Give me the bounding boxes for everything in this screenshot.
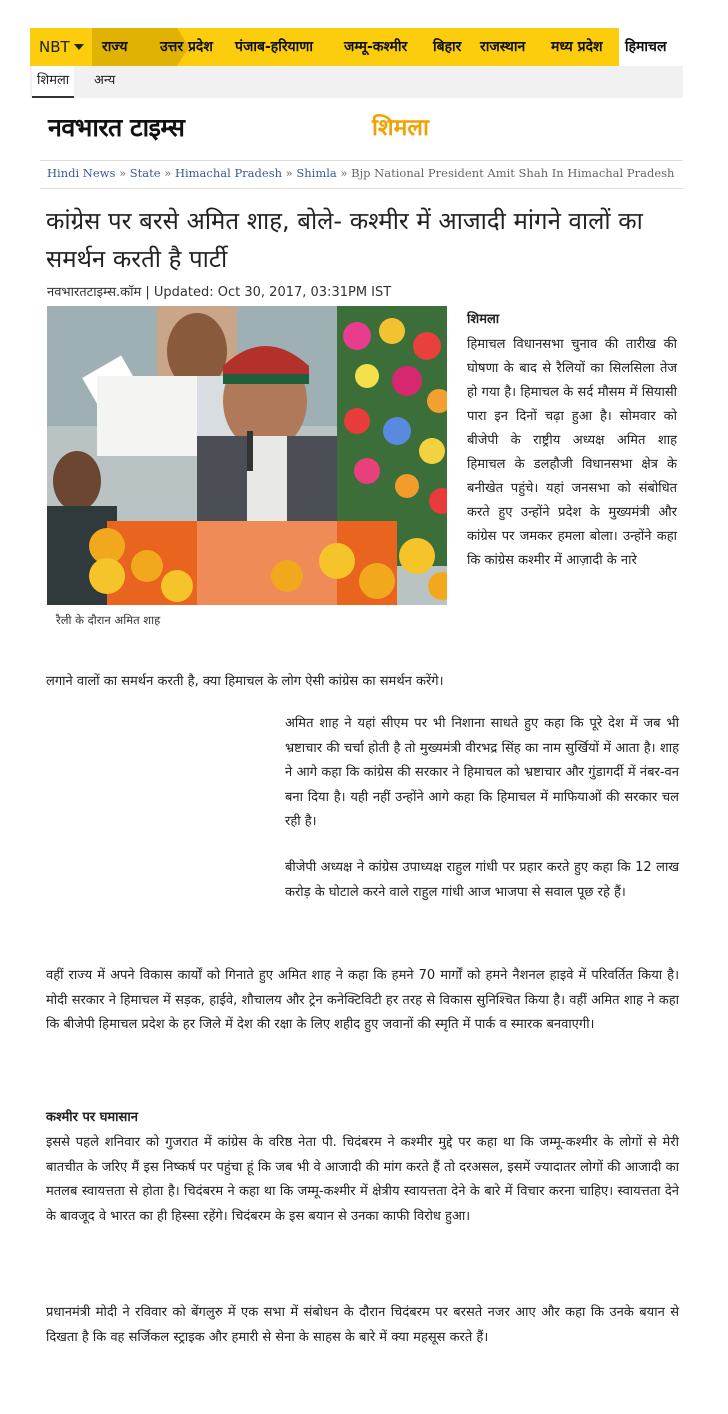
nav-item-punjab-haryana[interactable]: पंजाब-हरियाणा (235, 39, 314, 55)
article-headline: कांग्रेस पर बरसे अमित शाह, बोले- कश्मीर में आजादी मांगने वालों का समर्थन करती है पार्टी (46, 207, 643, 273)
nav-item-madhya-pradesh[interactable]: मध्य प्रदेश (551, 39, 603, 55)
byline: नवभारतटाइम्स.कॉम | Updated: Oct 30, 2017, 03:31PM IST (47, 285, 392, 300)
top-nav (30, 28, 683, 66)
nav-item-bihar[interactable]: बिहार (433, 39, 462, 55)
divider (40, 188, 683, 189)
breadcrumb-current: Bjp National President Amit Shah In Himachal Pradesh (351, 166, 675, 180)
nav-item-uttar-pradesh[interactable]: उत्तर प्रदेश (160, 39, 213, 55)
site-logo[interactable]: नवभारत टाइम्स (48, 113, 185, 142)
rally-photo-graphic (47, 306, 447, 605)
nbt-label: NBT (39, 38, 70, 56)
section-title[interactable]: शिमला (372, 115, 429, 141)
article-photo[interactable] (47, 306, 447, 605)
intro-paragraph: हिमाचल विधानसभा चुनाव की तारीख की घोषणा के बाद से रैलियों का सिलसिला तेज हो गया है। हिमाचल के सर्द मौसम में सियासी पारा इन दिनों चढ़ा हुआ है। सोमवार को बीजेपी के राष्ट्रीय अध्यक्ष अमित शाह हिमाचल के डलहौजी विधानसभा क्षेत्र के बनीखेत पहुंचे। यहां जनसभा को संबोधित करते हुए उन्होंने प्रदेश के मुख्यमंत्री और कांग्रेस पर जमकर हमला बोला। उन्होंने कहा कि कांग्रेस कश्मीर में आज़ादी के नारे (467, 337, 677, 568)
sub-nav-other[interactable]: अन्य (94, 73, 116, 88)
dateline: शिमला (467, 312, 500, 327)
sub-nav (30, 66, 683, 98)
rajya-tab[interactable]: राज्य (92, 28, 177, 66)
nav-item-rajasthan[interactable]: राजस्थान (480, 39, 526, 55)
nav-item-jammu-kashmir[interactable]: जम्मू-कश्मीर (344, 39, 408, 55)
updated-time: Updated: Oct 30, 2017, 03:31PM IST (153, 285, 392, 300)
article-subheading: कश्मीर पर घमासान (46, 1110, 138, 1125)
article-paragraph: वहीं राज्य में अपने विकास कार्यों को गिनाते हुए अमित शाह ने कहा कि हमने 70 मार्गों को हमने नैशनल हाइवे में परिवर्तित किया है। मोदी सरकार ने हिमाचल में सड़क, हाईवे, शौचालय और ट्रेन कनेक्टिविटी हर तरह से विकास सुनिश्चित किया है। वहीं अमित शाह ने कहा कि बीजेपी हिमाचल प्रदेश के हर जिले में देश की रक्षा के लिए शहीद हुए जवानों की स्मृति में पार्क व स्मारक बनवाएगी। (46, 968, 679, 1032)
caret-down-icon (74, 44, 84, 50)
article-paragraph: प्रधानमंत्री मोदी ने रविवार को बेंगलुरु में एक सभा में संबोधन के दौरान चिदंबरम पर बरसते नजर आए और कहा कि उनके बयान से दिखता है कि वह सर्जिकल स्ट्राइक और हमारी से सेना के साहस के बारे में क्या महसूस करते हैं। (46, 1305, 679, 1345)
article-paragraph: अमित शाह ने यहां सीएम पर भी निशाना साधते हुए कहा कि पूरे देश में जब भी भ्रष्टाचार की चर्चा होती है तो मुख्यमंत्री वीरभद्र सिंह का नाम सुर्खियों में आता है। शाह ने आगे कहा कि कांग्रेस की सरकार ने हिमाचल को भ्रष्टाचार और गुंडागर्दी में नंबर-वन बना दिया है। यही नहीं उन्होंने आगे कहा कि हिमाचल में माफियाओं की सरकार चल रही है। (285, 716, 679, 829)
breadcrumb-shimla[interactable]: Shimla (296, 166, 337, 180)
breadcrumb-state[interactable]: State (129, 166, 161, 180)
sub-nav-shimla[interactable]: शिमला (32, 66, 74, 98)
breadcrumb-hindi-news[interactable]: Hindi News (47, 166, 116, 180)
photo-caption: रैली के दौरान अमित शाह (56, 613, 161, 627)
nbt-menu-button[interactable] (30, 28, 92, 66)
intro-paragraph-continued: लगाने वालों का समर्थन करती है, क्या हिमाचल के लोग ऐसी कांग्रेस का समर्थन करेंगे। (46, 674, 444, 689)
breadcrumb: Hindi News » State » Himachal Pradesh » Shimla » Bjp National President Amit Shah In Himachal Pradesh (47, 166, 675, 180)
divider (40, 160, 683, 161)
source-name[interactable]: नवभारतटाइम्स.कॉम (47, 285, 142, 300)
breadcrumb-himachal-pradesh[interactable]: Himachal Pradesh (174, 166, 283, 180)
nav-item-himachal[interactable]: हिमाचल (619, 28, 683, 66)
article-paragraph: इससे पहले शनिवार को गुजरात में कांग्रेस के वरिष्ठ नेता पी. चिदंबरम ने कश्मीर मुद्दे पर कहा था कि जम्मू-कश्मीर के लोगों से मेरी बातचीत के जरिए मैं इस निष्कर्ष पर पहुंचा हूं कि जब भी वे आजादी की मांग करते हैं तो दरअसल, इसमें ज्यादातर लोगों की आजादी का मतलब स्वायत्तता से होता है। चिदंबरम ने कहा था कि जम्मू-कश्मीर में क्षेत्रीय स्वायत्तता देने के बारे में विचार करना चाहिए। स्वायत्तता देने के बावजूद वे भारत का ही हिस्सा रहेंगे। चिदंबरम के इस बयान से उनका काफी विरोध हुआ। (46, 1135, 679, 1224)
article-paragraph: बीजेपी अध्यक्ष ने कांग्रेस उपाध्यक्ष राहुल गांधी पर प्रहार करते हुए कहा कि 12 लाख करोड़ के घोटाले करने वाले राहुल गांधी आज भाजपा से सवाल पूछ रहे हैं। (285, 860, 679, 900)
